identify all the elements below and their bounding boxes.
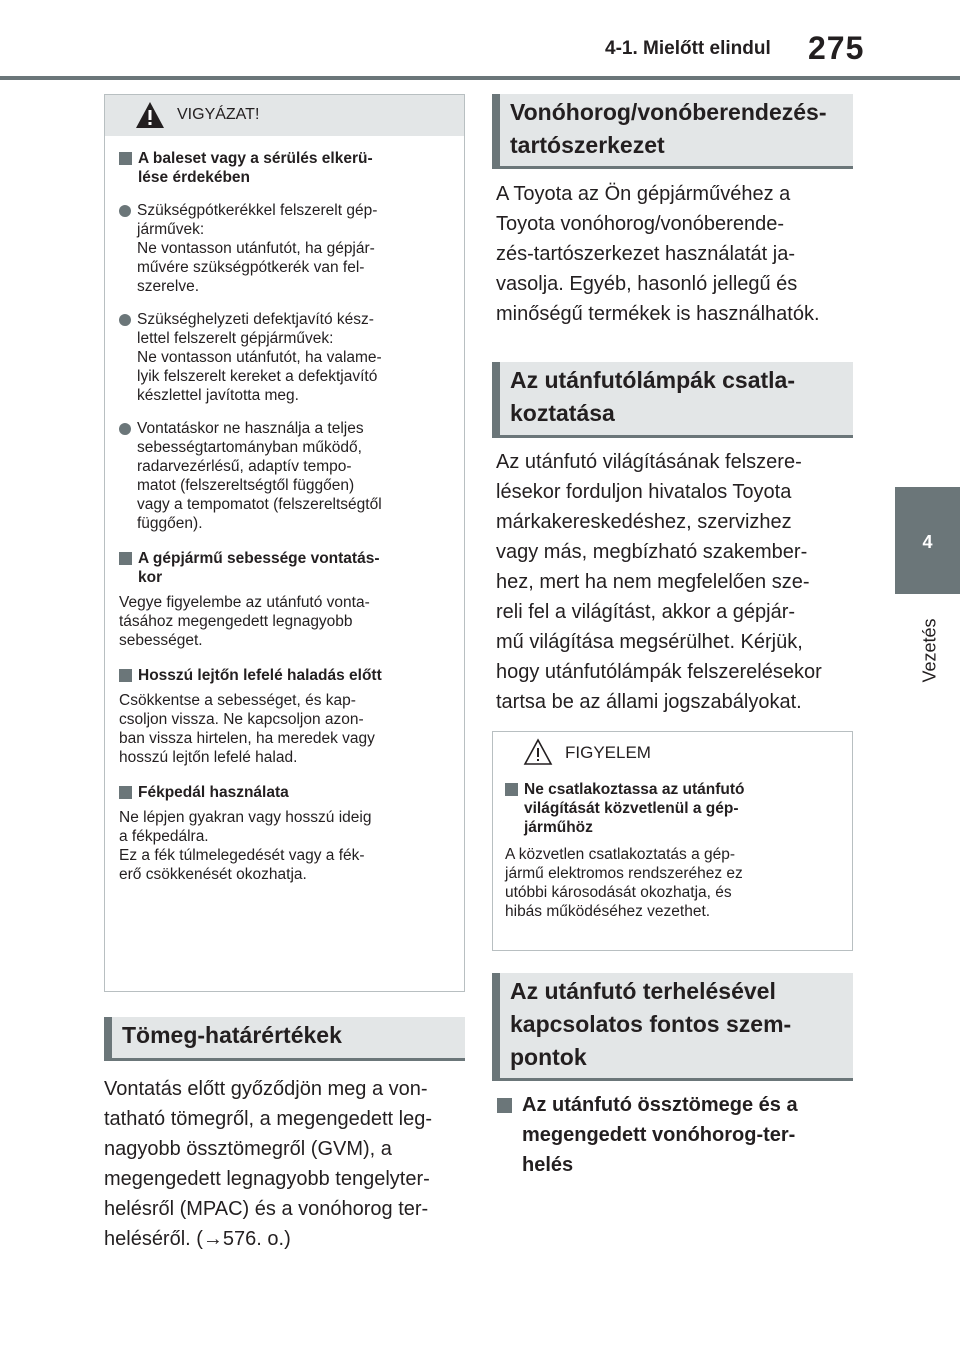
trailer-lights-text: Az utánfutó világításának felszere- lésekor forduljon hivatalos Toyota márkakereskedéshez, szervizhez vagy más, megbízható szakember- hez, mert ha nem megfelelően sze- reli fel a világítást, akkor a gépjár- mű világítása megsérülhet. Kérjük, hogy utánfutólámpák felszerelésekor tartsa be az állami jogszabályokat. xyxy=(496,451,822,713)
caution-section xyxy=(119,783,454,802)
section-heading-tow-hitch: Vonóhorog/vonóberendezés- tartószerkezet xyxy=(492,94,853,169)
warning-filled-icon xyxy=(135,101,165,129)
notice-box xyxy=(492,731,853,951)
caution-bullet-text: Vontatáskor ne használja a teljes sebességtartományban működő, radarvezérlésű, adaptív tempo- matot (felszereltségtől függően) vagy a tempomatot (felszereltségtől függően). xyxy=(137,420,382,532)
warning-outline-icon xyxy=(523,738,553,766)
square-bullet-icon xyxy=(119,552,132,565)
weight-limits-text: Vontatás előtt győződjön meg a von- tatható tömegről, a megengedett leg- nagyobb össztömegről (GVM), a megengedett legnagyobb tengelyter- helésről (MPAC) és a vonóhorog ter- heléséről. (→576. o.) xyxy=(104,1078,432,1250)
caution-bullet-text: Szükségpótkerékkel felszerelt gép- járművek: Ne vontasson utánfutót, ha gépjár- művére szükségpótkerék van fel- szerelve. xyxy=(137,202,378,295)
section-heading-trailer-lights: Az utánfutólámpák csatla- koztatása xyxy=(492,362,853,438)
subsection-heading: Az utánfutó össztömege és a megengedett vonóhorog-ter- helés xyxy=(522,1094,798,1176)
caution-section-heading: A baleset vagy a sérülés elkerü- lése érdekében xyxy=(138,150,373,186)
section-heading-weight-limits: Tömeg-határértékek xyxy=(104,1017,465,1061)
subsection-trailer-weight xyxy=(497,1090,798,1180)
caution-box xyxy=(104,94,465,992)
caution-section-heading: A gépjármű sebessége vontatás- kor xyxy=(138,550,380,586)
caution-paragraph: Vegye figyelembe az utánfutó vonta- tásához megengedett legnagyobb sebességet. xyxy=(119,594,370,649)
caution-body xyxy=(105,136,464,884)
caution-section xyxy=(119,666,454,685)
notice-heading: Ne csatlakoztassa az utánfutó világítását közvetlenül a gép- járműhöz xyxy=(524,781,745,836)
section-heading-trailer-load: Az utánfutó terhelésével kapcsolatos fontos szem- pontok xyxy=(492,973,853,1081)
square-bullet-icon xyxy=(119,152,132,165)
caution-section-heading: Fékpedál használata xyxy=(138,784,289,801)
chapter-tab xyxy=(895,487,960,594)
header-divider xyxy=(0,76,960,80)
notice-body xyxy=(505,780,842,921)
caution-section xyxy=(119,549,454,587)
caution-section-heading: Hosszú lejtőn lefelé haladás előtt xyxy=(138,667,382,684)
caution-paragraph: Ne lépjen gyakran vagy hosszú ideig a fékpedálra. Ez a fék túlmelegedését vagy a fék- erő csökkenését okozhatja. xyxy=(119,809,372,883)
square-bullet-icon xyxy=(505,783,518,796)
square-bullet-icon xyxy=(119,669,132,682)
caution-bullet xyxy=(119,201,454,296)
caution-bullet-text: Szükséghelyzeti defektjavító kész- lettel felszerelt gépjárművek: Ne vontasson utánfutót, ha valame- lyik felszerelt kereket a defektjavító készlettel javította meg. xyxy=(137,311,382,404)
circle-bullet-icon xyxy=(119,423,131,435)
square-bullet-icon xyxy=(497,1098,512,1113)
chapter-label-wrap xyxy=(919,600,941,700)
caution-bullet xyxy=(119,310,454,405)
tow-hitch-text: A Toyota az Ön gépjárművéhez a Toyota vonóhorog/vonóberende- zés-tartószerkezet használatát ja- vasolja. Egyéb, hasonló jellegű és minőségű termékek is használhatók. xyxy=(496,183,820,325)
caution-paragraph: Csökkentse a sebességet, és kap- csoljon vissza. Ne kapcsoljon azon- ban vissza hirtelen, ha meredek vagy hosszú lejtőn lefelé halad. xyxy=(119,692,375,766)
notice-text: A közvetlen csatlakoztatás a gép- jármű elektromos rendszeréhez ez utóbbi károsodását okozhatja, és hibás működéséhez vezethet. xyxy=(505,846,743,920)
circle-bullet-icon xyxy=(119,205,131,217)
caution-title: VIGYÁZAT! xyxy=(177,106,260,123)
caution-bullet xyxy=(119,419,454,533)
page-number: 275 xyxy=(808,30,865,66)
notice-section xyxy=(505,780,842,837)
caution-header xyxy=(105,95,464,136)
notice-title: FIGYELEM xyxy=(565,743,651,762)
chapter-number: 4 xyxy=(922,532,933,552)
caution-section xyxy=(119,149,454,187)
chapter-label: Vezetés xyxy=(919,617,940,683)
section-title: 4-1. Mielőtt elindul xyxy=(605,38,771,59)
circle-bullet-icon xyxy=(119,314,131,326)
square-bullet-icon xyxy=(119,786,132,799)
